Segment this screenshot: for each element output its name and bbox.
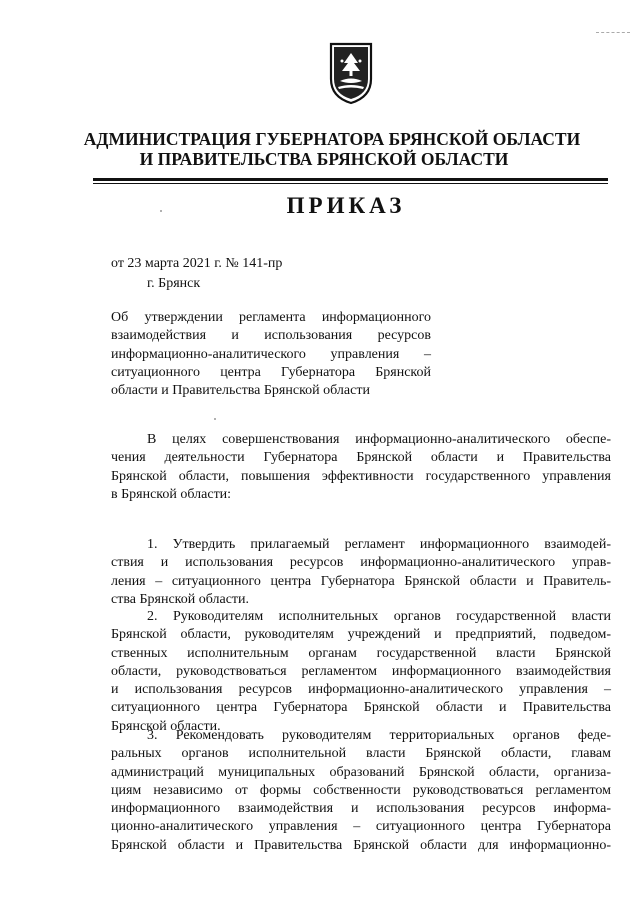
order-city: г. Брянск [147, 276, 201, 291]
order-item-1 [111, 536, 611, 609]
subject-line: взаимодействия и использования ресурсов [111, 328, 431, 344]
text-line: Брянской области, руководителям учреждений и предприятий, подведом- [111, 627, 611, 643]
org-name-line2: И ПРАВИТЕЛЬСТВА БРЯНСКОЙ ОБЛАСТИ [139, 149, 509, 169]
text-line: в Брянской области: [111, 486, 232, 502]
text-line: чения деятельности Губернатора Брянской области и Правительства [111, 450, 611, 466]
subject-line: информационно-аналитического управления – [111, 346, 431, 362]
text-line: В целях совершенствования информационно-аналитического обеспе- [147, 432, 611, 447]
order-item-3 [111, 727, 611, 855]
text-line: ральных органов исполнительной власти Брянской области, главам [111, 746, 611, 762]
text-line: ствия и использования ресурсов информационно-аналитического управ- [111, 555, 611, 571]
text-line: Брянской области и Правительства Брянской области для информационно- [111, 837, 611, 853]
scan-mark [596, 32, 630, 34]
text-line: 1. Утвердить прилагаемый регламент информационного взаимодей- [147, 537, 611, 552]
text-line: 3. Рекомендовать руководителям территориальных органов феде- [147, 728, 611, 743]
subject-line: Об утверждении регламента информационного [111, 310, 431, 325]
subject-line: ситуационного центра Губернатора Брянской [111, 364, 431, 380]
document-type: ПРИКАЗ [286, 193, 406, 218]
header-divider-thin [93, 183, 608, 184]
text-line: и использования ресурсов информационно-аналитического управления – [111, 682, 611, 698]
text-line: информационного взаимодействия и использования ресурсов информа- [111, 801, 611, 817]
text-line: ления – ситуационного центра Губернатора Брянской области и Правитель- [111, 573, 611, 589]
org-name-line1: АДМИНИСТРАЦИЯ ГУБЕРНАТОРА БРЯНСКОЙ ОБЛАСТИ [83, 129, 581, 149]
text-line: ционно-аналитического управления – ситуационного центра Губернатора [111, 819, 611, 835]
text-line: области, руководствоваться регламентом информационного взаимодействия [111, 663, 611, 679]
text-line: Брянской области, повышения эффективности государственного управления [111, 468, 611, 484]
text-line: 2. Руководителям исполнительных органов государственной власти [147, 609, 611, 624]
text-line: администраций муниципальных образований Брянской области, организа- [111, 764, 611, 780]
text-line: циям независимо от формы собственности руководствоваться регламентом [111, 782, 611, 798]
scan-speck [214, 418, 216, 420]
text-line: ситуационного центра Губернатора Брянской области и Правительства [111, 700, 611, 716]
order-date-number: от 23 марта 2021 г. № 141-пр [111, 256, 283, 271]
order-item-2 [111, 608, 611, 736]
preamble-paragraph [111, 431, 611, 504]
text-line: Брянской области. [111, 718, 221, 734]
order-subject [111, 309, 431, 400]
header-divider [93, 178, 608, 181]
text-line: ства Брянской области. [111, 591, 250, 607]
subject-line: области и Правительства Брянской области [111, 383, 370, 399]
bryansk-coat-of-arms-icon [328, 41, 374, 105]
text-line: ственных исполнительным органам государственной власти Брянской [111, 645, 611, 661]
